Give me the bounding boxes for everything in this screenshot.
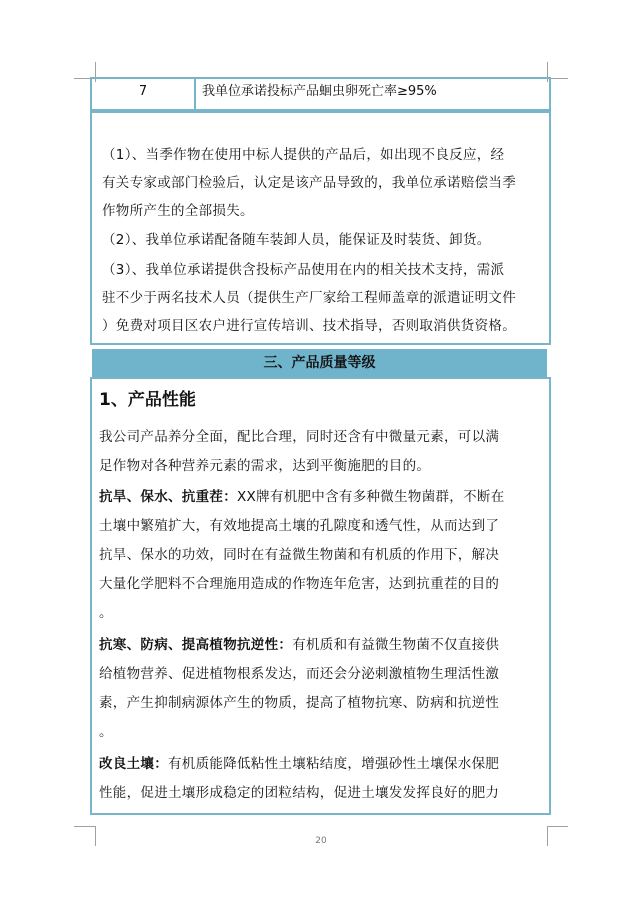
paragraph-label: 抗寒、防病、提高植物抗逆性： (99, 637, 293, 653)
commitment-line: 驻不少于两名技术人员（提供生产厂家给工程师盖章的派遣证明文件 (102, 290, 516, 306)
page-number: 20 (315, 836, 327, 846)
paragraph-line: 改良土壤：有机质能降低粘性土壤粘结度，增强砂性土壤保水保肥 (99, 756, 500, 772)
commitment-line: （2）、我单位承诺配备随车装卸人员，能保证及时装货、卸货。 (102, 232, 491, 248)
crop-mark-bottom-right (547, 826, 568, 827)
commitment-line: 有关专家或部门检验后，认定是该产品导致的，我单位承诺赔偿当季 (102, 175, 516, 191)
paragraph-line: 素，产生抑制病源体产生的物质，提高了植物抗寒、防病和抗逆性 (99, 695, 500, 711)
row-text: 我单位承诺投标产品蛔虫卵死亡率≥95% (202, 84, 437, 99)
commitment-line: 作物所产生的全部损失。 (102, 203, 254, 219)
paragraph-line: 给植物营养、促进植物根系发达，而还会分泌刺激植物生理活性激 (99, 666, 500, 682)
paragraph-line: 性能，促进土壤形成稳定的团粒结构，促进土壤发发挥良好的肥力 (99, 785, 500, 801)
paragraph-line: 。 (99, 724, 113, 740)
commitment-line: ）免费对项目区农户进行宣传培训、技术指导，否则取消供货资格。 (102, 318, 516, 334)
section-header: 三、产品质量等级 (92, 349, 547, 379)
table-row (90, 77, 551, 111)
paragraph-line: 土壤中繁殖扩大，有效地提高土壤的孔隙度和透气性，从而达到了 (99, 518, 500, 534)
row-number: 7 (92, 79, 196, 109)
section-heading: 1、产品性能 (99, 390, 196, 410)
intro-line: 足作物对各种营养元素的需求，达到平衡施肥的目的。 (99, 458, 431, 474)
commitments-cell (90, 111, 551, 345)
commitment-line: （1）、当季作物在使用中标人提供的产品后，如出现不良反应，经 (102, 147, 505, 163)
paragraph-line: 抗旱、保水、抗重茬：XX牌有机肥中含有多种微生物菌群，不断在 (99, 489, 505, 505)
crop-mark-bottom-left (74, 826, 95, 827)
paragraph-line: 抗旱、保水的功效，同时在有益微生物菌和有机质的作用下，解决 (99, 547, 500, 563)
content-cell (90, 377, 551, 815)
intro-line: 我公司产品养分全面，配比合理，同时还含有中微量元素，可以满 (99, 429, 500, 445)
paragraph-label: 改良土壤： (99, 756, 168, 772)
paragraph-line: 大量化学肥料不合理施用造成的作物连年危害，达到抗重茬的目的 (99, 576, 500, 592)
paragraph-line: 。 (99, 605, 113, 621)
commitment-line: （3）、我单位承诺提供含投标产品使用在内的相关技术支持，需派 (102, 262, 505, 278)
paragraph-line: 抗寒、防病、提高植物抗逆性：有机质和有益微生物菌不仅直接供 (99, 637, 500, 653)
paragraph-label: 抗旱、保水、抗重茬： (99, 489, 237, 505)
